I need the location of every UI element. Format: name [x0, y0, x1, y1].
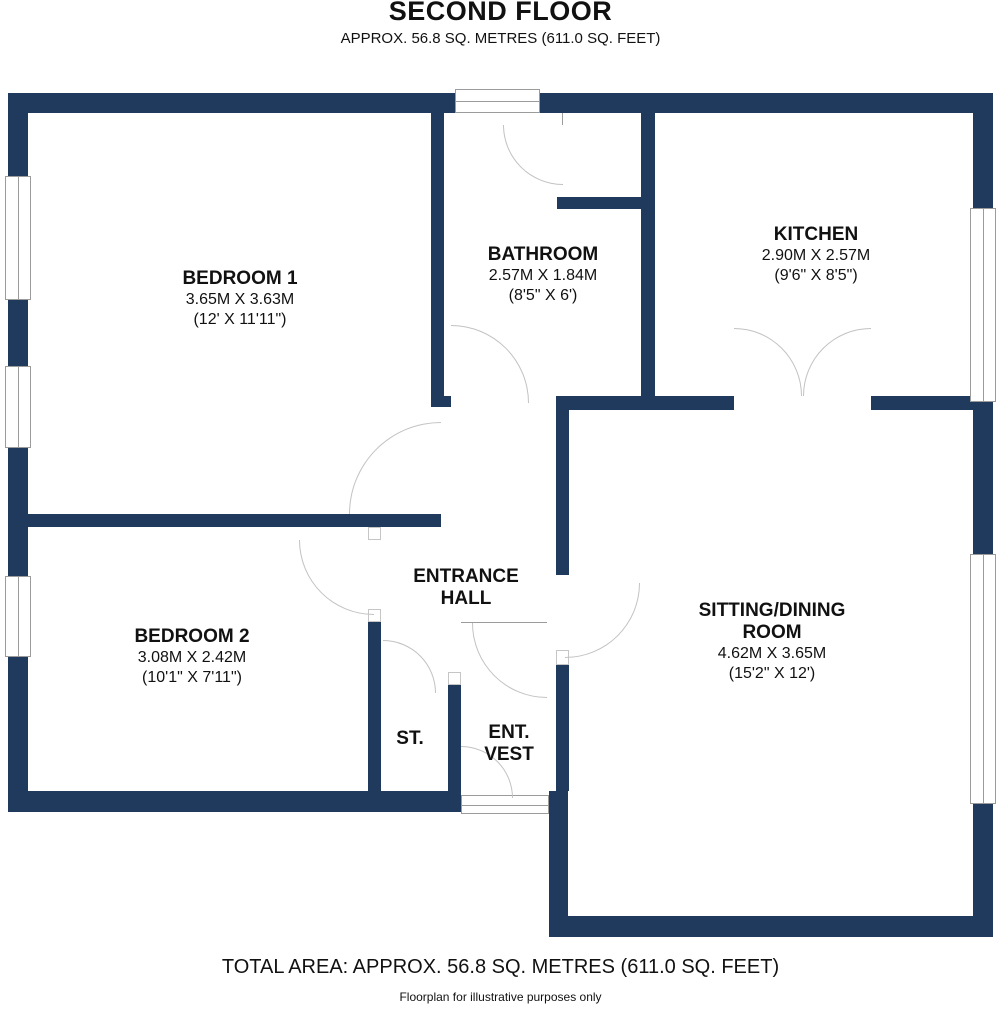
- window-right-sitting: [970, 554, 996, 804]
- room-label-bedroom1: [182, 268, 297, 330]
- wall-bathroom-stub: [557, 197, 641, 209]
- room-label-kitchen: [762, 224, 871, 286]
- wall-right-2: [973, 400, 993, 556]
- wall-sitting-left-upper: [556, 396, 569, 575]
- window-left-bedroom1-b: [5, 366, 31, 448]
- total-area-text: TOTAL AREA: APPROX. 56.8 SQ. METRES (611.0 SQ. FEET): [221, 956, 780, 978]
- wall-bedroom2-east: [368, 622, 381, 791]
- room-dims-metric: 4.62M X 3.65M: [717, 644, 827, 662]
- door-arc-bedroom2: [299, 540, 374, 615]
- room-dims-imperial: (10'1" X 7'11"): [142, 668, 242, 686]
- wall-store-divider: [448, 685, 461, 791]
- room-label-bedroom2: [134, 626, 249, 688]
- door-jamb: [368, 527, 381, 540]
- room-name: BATHROOM: [487, 244, 599, 265]
- room-label-sitting-dining: [672, 600, 872, 684]
- wall-kitchen-sitting-left: [556, 396, 734, 410]
- floor-title: SECOND FLOOR: [388, 0, 613, 26]
- wall-top-left: [8, 93, 460, 113]
- room-name: ST.: [396, 728, 424, 749]
- room-label-entrance-hall: [391, 566, 541, 610]
- wall-bottom-left: [8, 791, 461, 812]
- room-dims-metric: 3.08M X 2.42M: [137, 648, 247, 666]
- window-left-bedroom1-a: [5, 176, 31, 300]
- door-arc-store: [383, 640, 436, 693]
- door-arc-kitchen-right-leaf: [803, 328, 871, 396]
- room-label-vestibule: [477, 722, 541, 766]
- room-name: KITCHEN: [773, 224, 859, 245]
- disclaimer-text: Floorplan for illustrative purposes only: [399, 990, 602, 1004]
- door-arc-sitting: [565, 583, 640, 658]
- room-name: SITTING/DINING ROOM: [698, 600, 846, 643]
- room-label-bathroom: [488, 244, 598, 306]
- room-dims-metric: 2.57M X 1.84M: [488, 266, 598, 284]
- wall-sitting-left-lower: [549, 791, 568, 937]
- room-name: BEDROOM 1: [182, 268, 298, 289]
- door-arc-bathroom-entry: [451, 325, 529, 403]
- wall-left-4: [8, 655, 28, 812]
- room-dims-imperial: (12' X 11'11"): [193, 310, 287, 328]
- wall-kitchen-left: [641, 113, 655, 410]
- wall-bottom-right: [549, 916, 993, 937]
- wall-vestibule-east: [556, 665, 569, 791]
- room-name: ENTRANCE HALL: [413, 566, 519, 609]
- door-arc-kitchen-left-leaf: [734, 328, 802, 396]
- room-dims-imperial: (8'5" X 6'): [508, 286, 578, 304]
- room-dims-metric: 3.65M X 3.63M: [185, 290, 295, 308]
- room-dims-imperial: (9'6" X 8'5"): [774, 266, 858, 284]
- wall-bedroom-divider: [28, 514, 441, 527]
- wall-left-3: [8, 446, 28, 578]
- room-label-store: [396, 728, 423, 750]
- room-dims-imperial: (15'2" X 12'): [728, 664, 816, 682]
- wall-bathroom-left-foot: [431, 396, 451, 407]
- door-jamb: [448, 672, 461, 685]
- door-arc-bedroom1: [349, 422, 441, 514]
- wall-kitchen-sitting-right: [871, 396, 973, 410]
- window-right-kitchen: [970, 208, 996, 402]
- door-arc-vestibule: [472, 623, 547, 698]
- wall-top-right: [535, 93, 993, 113]
- floor-area-subtitle: APPROX. 56.8 SQ. METRES (611.0 SQ. FEET): [340, 30, 661, 47]
- wall-left-2: [8, 298, 28, 368]
- door-arc-bathroom-top: [503, 125, 563, 185]
- window-top: [455, 89, 540, 113]
- wall-bathroom-left: [431, 113, 444, 407]
- room-dims-metric: 2.90M X 2.57M: [761, 246, 871, 264]
- room-name: BEDROOM 2: [134, 626, 250, 647]
- wall-left-1: [8, 93, 28, 178]
- wall-right-1: [973, 113, 993, 210]
- room-name: ENT. VEST: [484, 722, 534, 765]
- window-left-bedroom2: [5, 576, 31, 657]
- bathroom-top-jamb-line: [562, 113, 563, 125]
